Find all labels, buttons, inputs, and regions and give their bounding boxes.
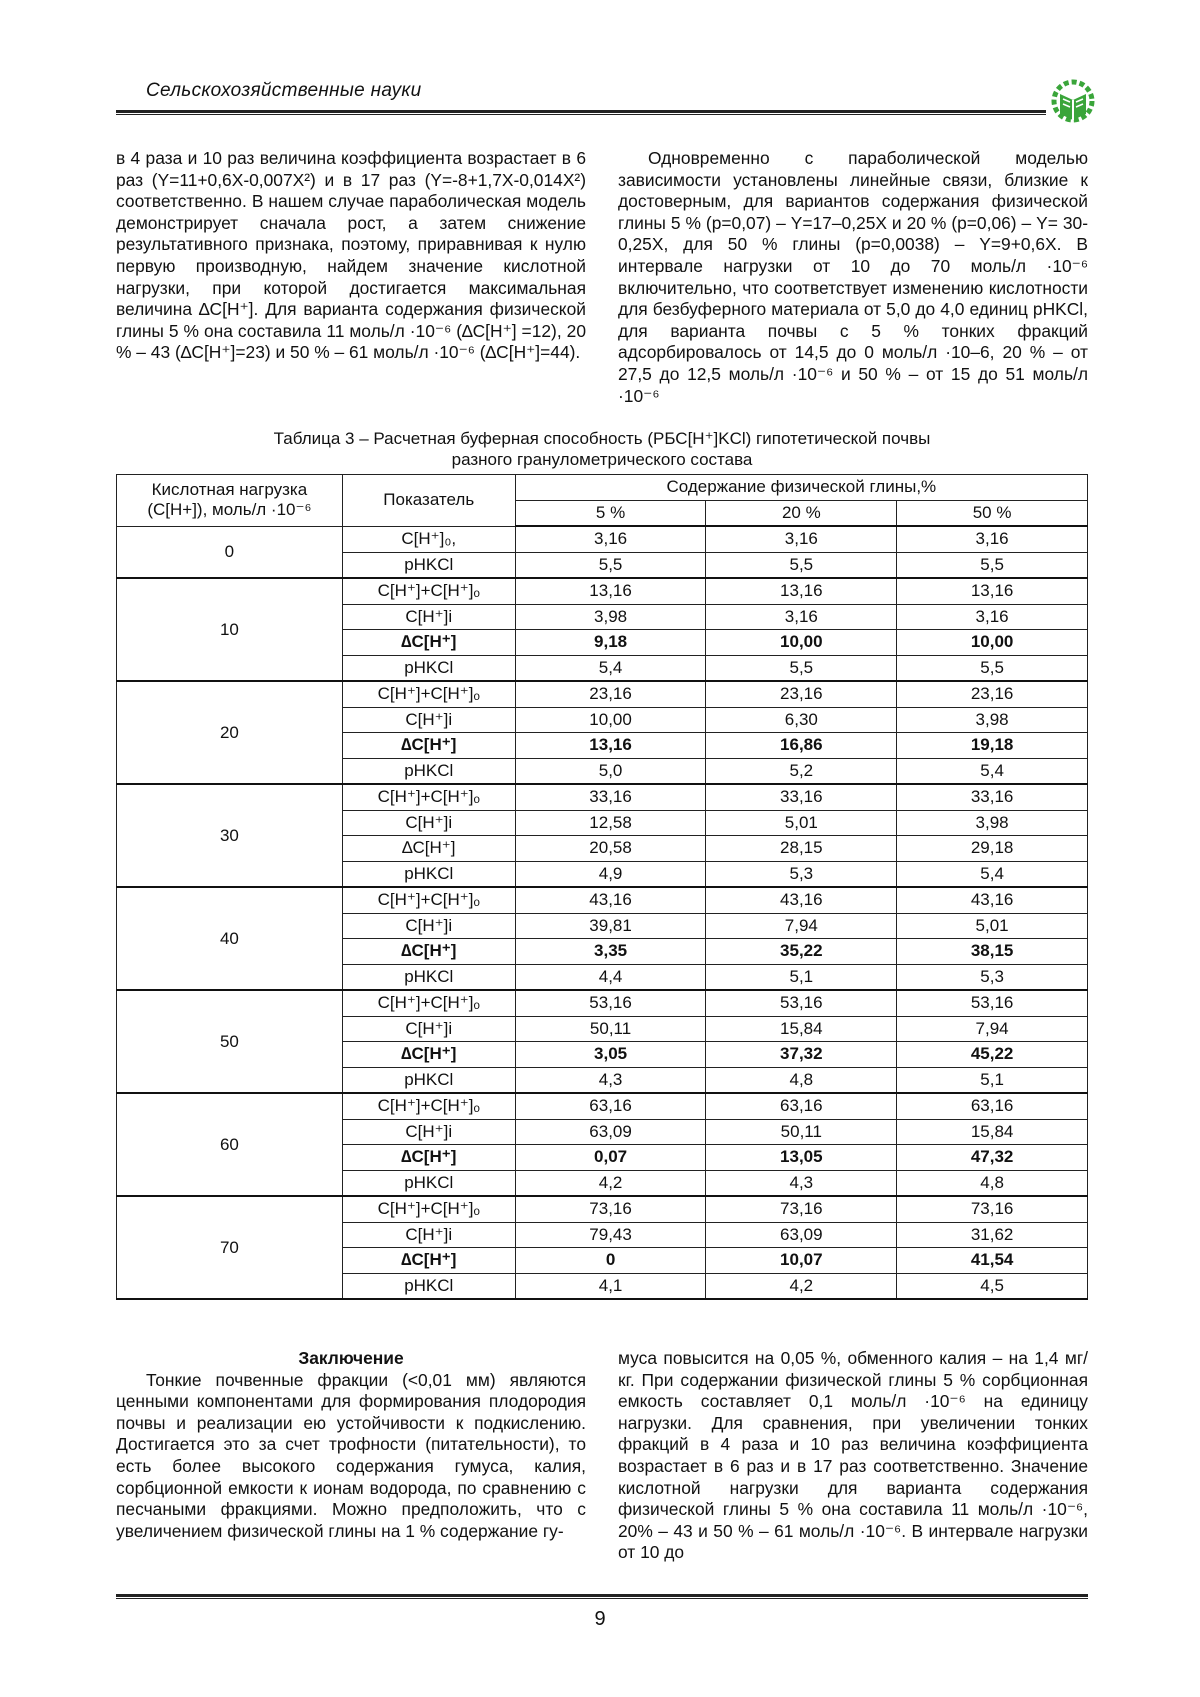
table-cell: 3,16: [897, 526, 1088, 552]
table-cell: 33,16: [515, 784, 706, 810]
table-cell: 3,16: [897, 604, 1088, 630]
table-cell: 4,4: [515, 964, 706, 990]
table-cell: 10,00: [706, 630, 897, 656]
table-cell: 5,5: [897, 655, 1088, 681]
indicator-label: ∆C[H⁺]: [342, 733, 515, 759]
header-col-5: 5 %: [515, 500, 706, 526]
header-clay-content: Содержание физической глины,%: [515, 475, 1087, 501]
table-cell: 50,11: [515, 1016, 706, 1042]
table-cell: 5,5: [897, 552, 1088, 578]
acid-load-value: 30: [117, 784, 343, 887]
table-cell: 37,32: [706, 1042, 897, 1068]
header-col-20: 20 %: [706, 500, 897, 526]
table-cell: 19,18: [897, 733, 1088, 759]
table-cell: 3,05: [515, 1042, 706, 1068]
table-cell: 6,30: [706, 707, 897, 733]
table-cell: 53,16: [706, 990, 897, 1016]
table-cell: 4,2: [706, 1273, 897, 1299]
table-cell: 3,16: [706, 604, 897, 630]
footer-rule: [116, 1594, 1088, 1599]
indicator-label: ∆C[H⁺]: [342, 939, 515, 965]
table-header-row: [117, 475, 1088, 501]
table-cell: 63,16: [897, 1093, 1088, 1119]
table-cell: 3,35: [515, 939, 706, 965]
table-cell: 73,16: [897, 1196, 1088, 1222]
table-cell: 5,01: [897, 913, 1088, 939]
indicator-label: C[H⁺]i: [342, 1119, 515, 1145]
table-cell: 3,98: [897, 707, 1088, 733]
indicator-label: C[H⁺]+C[H⁺]ₒ: [342, 990, 515, 1016]
table-cell: 23,16: [515, 681, 706, 707]
indicator-label: C[H⁺]i: [342, 1016, 515, 1042]
table-cell: 7,94: [706, 913, 897, 939]
indicator-label: C[H⁺]i: [342, 810, 515, 836]
indicator-label: C[H⁺]i: [342, 1222, 515, 1248]
acid-load-value: 40: [117, 887, 343, 990]
header-acid-load: Кислотная нагрузка (C[H+]), моль/л ·10⁻⁶: [117, 475, 343, 527]
table-cell: 4,1: [515, 1273, 706, 1299]
conclusion-paragraph-right: муса повысится на 0,05 %, обменного калия – на 1,4 мг/кг. При содержании физической глины 5 % сорбционная емкость составляет 0,1 моль/л ·10⁻⁶ на единицу нагрузки. Для сравнения, при увеличении тонких фракций в 4 раза и 10 раз величина коэффициента возрастает в 6 раз и в 17 раз соответственно. Значение кислотной нагрузки для варианта содержания физической глины 5 % она составила 11 моль/л ·10⁻⁶, 20% – 43 и 50 % – 61 моль/л ·10⁻⁶. В интервале нагрузки от 10 до: [618, 1348, 1088, 1563]
indicator-label: C[H⁺]+C[H⁺]ₒ: [342, 1196, 515, 1222]
table-cell: 5,4: [897, 758, 1088, 784]
table-cell: 3,16: [515, 526, 706, 552]
indicator-label: pHKCl: [342, 1067, 515, 1093]
indicator-label: C[H⁺]+C[H⁺]ₒ: [342, 887, 515, 913]
table-cell: 15,84: [897, 1119, 1088, 1145]
table-cell: 43,16: [897, 887, 1088, 913]
table-cell: 5,2: [706, 758, 897, 784]
table-row: [117, 1196, 1088, 1222]
table-caption: [116, 428, 1088, 470]
body-text-left-column: [116, 148, 586, 364]
indicator-label: C[H⁺]i: [342, 604, 515, 630]
table-cell: 63,09: [515, 1119, 706, 1145]
indicator-label: ∆C[H⁺]: [342, 630, 515, 656]
table-cell: 33,16: [706, 784, 897, 810]
table-cell: 13,16: [897, 578, 1088, 604]
table-cell: 5,5: [706, 552, 897, 578]
table-cell: 16,86: [706, 733, 897, 759]
table-cell: 5,3: [897, 964, 1088, 990]
table-cell: 13,16: [515, 733, 706, 759]
table-cell: 38,15: [897, 939, 1088, 965]
table-row: [117, 1093, 1088, 1119]
indicator-label: pHKCl: [342, 1170, 515, 1196]
table-cell: 5,1: [706, 964, 897, 990]
indicator-label: pHKCl: [342, 1273, 515, 1299]
table-row: [117, 526, 1088, 552]
acid-load-value: 0: [117, 526, 343, 578]
table-cell: 29,18: [897, 836, 1088, 862]
table-cell: 13,16: [515, 578, 706, 604]
book-gear-logo-icon: [1050, 78, 1096, 124]
table-cell: 3,16: [706, 526, 897, 552]
table-cell: 3,98: [897, 810, 1088, 836]
table-cell: 5,4: [515, 655, 706, 681]
table-row: [117, 887, 1088, 913]
paragraph-right-top: Одновременно с параболической моделью зависимости установлены линейные связи, близкие к достоверным, для вариантов содержания физической глины 5 % (p=0,07) – Y=17–0,25X и 20 % (p=0,06) – Y= 30-0,25X, для 50 % глины (p=0,0038) – Y=9+0,6X. В интервале нагрузки от 10 до 70 моль/л ·10⁻⁶ включительно, что соответствует изменению кислотности для безбуферного материала от 5,0 до 4,0 единиц pHKCl, для варианта почвы с 5 % тонких фракций адсорбировалось от 14,5 до 0 моль/л ·10–6, 20 % – от 27,5 до 12,5 моль/л ·10⁻⁶ и 50 % – от 15 до 51 моль/л ·10⁻⁶: [618, 148, 1088, 406]
table-cell: 5,0: [515, 758, 706, 784]
table-cell: 23,16: [897, 681, 1088, 707]
indicator-label: pHKCl: [342, 861, 515, 887]
table-cell: 12,58: [515, 810, 706, 836]
indicator-label: pHKCl: [342, 964, 515, 990]
paragraph-left-top: в 4 раза и 10 раз величина коэффициента возрастает в 6 раз (Y=11+0,6X-0,007X²) и в 17 раз (Y=-8+1,7X-0,014X²) соответственно. В нашем случае параболическая модель демонстрирует сначала рост, а затем снижение результативного признака, поэтому, приравнивая к нулю первую производную, найдем значение кислотной нагрузки, при которой достигается максимальная величина ∆C[H⁺]. Для варианта содержания физической глины 5 % она составила 11 моль/л ·10⁻⁶ (∆C[H⁺] =12), 20 % – 43 (∆C[H⁺]=23) и 50 % – 61 моль/л ·10⁻⁶ (∆C[H⁺]=44).: [116, 148, 586, 363]
conclusion-right-column: [618, 1348, 1088, 1564]
table-cell: 35,22: [706, 939, 897, 965]
table-cell: 53,16: [515, 990, 706, 1016]
conclusion-heading: Заключение: [298, 1348, 404, 1368]
table-cell: 4,5: [897, 1273, 1088, 1299]
table-cell: 5,1: [897, 1067, 1088, 1093]
page-number: 9: [594, 1608, 606, 1630]
conclusion-left-column: [116, 1348, 586, 1542]
indicator-label: C[H⁺]+C[H⁺]ₒ: [342, 681, 515, 707]
table-cell: 4,3: [515, 1067, 706, 1093]
indicator-label: C[H⁺]i: [342, 913, 515, 939]
table-cell: 53,16: [897, 990, 1088, 1016]
indicator-label: C[H⁺]i: [342, 707, 515, 733]
table-cell: 13,16: [706, 578, 897, 604]
acid-load-value: 10: [117, 578, 343, 681]
table-cell: 9,18: [515, 630, 706, 656]
table-cell: 63,16: [706, 1093, 897, 1119]
table-cell: 28,15: [706, 836, 897, 862]
acid-load-value: 20: [117, 681, 343, 784]
table-cell: 45,22: [897, 1042, 1088, 1068]
table-cell: 4,2: [515, 1170, 706, 1196]
table-cell: 20,58: [515, 836, 706, 862]
indicator-label: pHKCl: [342, 655, 515, 681]
table-cell: 4,8: [706, 1067, 897, 1093]
table-caption-line-1: Таблица 3 – Расчетная буферная способность (РБС[H⁺]KCl) гипотетической почвы: [273, 429, 931, 448]
indicator-label: ∆C[H⁺]: [342, 1042, 515, 1068]
table-row: [117, 784, 1088, 810]
indicator-label: C[H⁺]+C[H⁺]ₒ: [342, 1093, 515, 1119]
conclusion-paragraph-left: Тонкие почвенные фракции (<0,01 мм) являются ценными компонентами для формирования плодородия почвы и реализации ею устойчивости к подкислению. Достигается это за счет трофности (питательности), то есть более высокого содержания гумуса, калия, сорбционной емкости к ионам водорода, по сравнению с песчаными фракциями. Можно предположить, что с увеличением физической глины на 1 % содержание гу-: [116, 1369, 586, 1541]
table-row: [117, 681, 1088, 707]
table-cell: 41,54: [897, 1248, 1088, 1274]
table-caption-line-2: разного гранулометрического состава: [451, 450, 753, 469]
table-cell: 4,9: [515, 861, 706, 887]
acid-load-value: 60: [117, 1093, 343, 1196]
table-cell: 39,81: [515, 913, 706, 939]
table-cell: 5,4: [897, 861, 1088, 887]
table-row: [117, 990, 1088, 1016]
table-cell: 3,98: [515, 604, 706, 630]
buffer-capacity-table: [116, 474, 1088, 1300]
indicator-label: C[H⁺]+C[H⁺]ₒ: [342, 784, 515, 810]
table-cell: 5,01: [706, 810, 897, 836]
table-cell: 5,3: [706, 861, 897, 887]
table-cell: 4,3: [706, 1170, 897, 1196]
acid-load-value: 50: [117, 990, 343, 1093]
table-cell: 10,00: [897, 630, 1088, 656]
indicator-label: C[H⁺]+C[H⁺]ₒ: [342, 578, 515, 604]
table-cell: 73,16: [515, 1196, 706, 1222]
table-cell: 13,05: [706, 1145, 897, 1171]
table-cell: 79,43: [515, 1222, 706, 1248]
table-cell: 0,07: [515, 1145, 706, 1171]
header-rule: [116, 110, 1046, 115]
table-body: [117, 526, 1088, 1299]
table-cell: 5,5: [515, 552, 706, 578]
table-cell: 23,16: [706, 681, 897, 707]
indicator-label: pHKCl: [342, 758, 515, 784]
table-cell: 10,00: [515, 707, 706, 733]
table-cell: 15,84: [706, 1016, 897, 1042]
table-cell: 33,16: [897, 784, 1088, 810]
body-text-right-column: [618, 148, 1088, 407]
journal-section-title: Сельскохозяйственные науки: [146, 80, 422, 101]
indicator-label: ∆C[H⁺]: [342, 1145, 515, 1171]
table-cell: 47,32: [897, 1145, 1088, 1171]
indicator-label: ∆C[H⁺]: [342, 836, 515, 862]
indicator-label: ∆C[H⁺]: [342, 1248, 515, 1274]
table-cell: 73,16: [706, 1196, 897, 1222]
table-cell: 7,94: [897, 1016, 1088, 1042]
table-cell: 63,16: [515, 1093, 706, 1119]
table-cell: 43,16: [515, 887, 706, 913]
table-cell: 4,8: [897, 1170, 1088, 1196]
table-cell: 10,07: [706, 1248, 897, 1274]
indicator-label: pHKCl: [342, 552, 515, 578]
header-col-50: 50 %: [897, 500, 1088, 526]
table-cell: 43,16: [706, 887, 897, 913]
table-cell: 5,5: [706, 655, 897, 681]
indicator-label: C[H⁺]₀,: [342, 526, 515, 552]
table-row: [117, 578, 1088, 604]
table-cell: 31,62: [897, 1222, 1088, 1248]
header-indicator: Показатель: [342, 475, 515, 527]
acid-load-value: 70: [117, 1196, 343, 1299]
table-cell: 50,11: [706, 1119, 897, 1145]
table-cell: 0: [515, 1248, 706, 1274]
table-cell: 63,09: [706, 1222, 897, 1248]
